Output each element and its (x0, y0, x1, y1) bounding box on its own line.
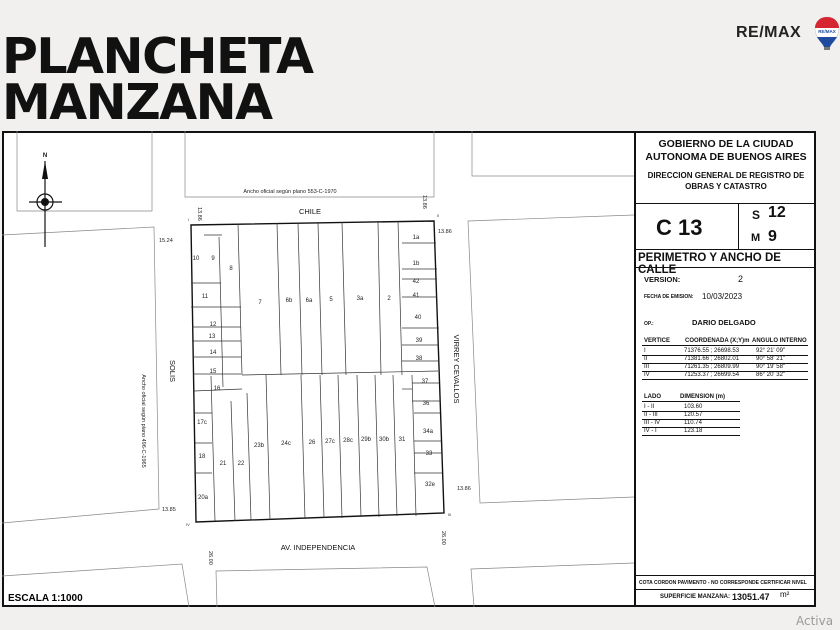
lado-cell: I - II (644, 404, 655, 410)
parcel-label: 37 (421, 379, 429, 385)
scale-label: ESCALA 1:1000 (8, 593, 83, 604)
cadastral-info-panel (634, 131, 816, 607)
brand-logo-text: RE/MAX (736, 24, 802, 41)
cota-note: COTA CORDON PAVIMENTO - NO CORRESPONDE CERTIFICAR NIVEL (639, 580, 807, 586)
parcel-label: 6a (305, 298, 313, 304)
parcel-label: 1b (412, 261, 420, 267)
table-rule (642, 379, 808, 380)
divider (636, 575, 816, 576)
street-name-right: VIRREY CEVALLOS (452, 334, 461, 404)
parcel-label: 15 (209, 369, 217, 375)
north-label: N (42, 153, 48, 159)
dimension-labels (140, 189, 471, 565)
width-label: 13.86 (196, 207, 202, 221)
parcel-label: 40 (414, 315, 422, 321)
version-label: VERSION: (644, 275, 681, 284)
street-name-top: CHILE (298, 207, 322, 216)
seccion-value: 12 (768, 204, 786, 221)
parcel-label: 6b (285, 298, 293, 304)
parcel-label: 33 (425, 451, 433, 457)
table-rule (642, 345, 808, 346)
gob-line: AUTONOMA DE BUENOS AIRES (645, 151, 807, 163)
vertex-cell: IV (644, 372, 650, 378)
parcel-label: 23b (253, 443, 265, 449)
dir-line: DIRECCION GENERAL DE REGISTRO DE (647, 171, 805, 180)
parcel-label: 2 (387, 296, 391, 302)
government-heading (636, 138, 816, 164)
parcel-label: 28c (343, 438, 353, 444)
divider (636, 203, 816, 204)
parcel-label: 39 (415, 338, 423, 344)
coord-header: COORDENADA (X;Y)m (685, 338, 750, 344)
parcel-label: 5 (329, 297, 333, 303)
gob-line: GOBIERNO DE LA CIUDAD (658, 138, 794, 150)
angle-cell: 92° 21' 09" (756, 348, 786, 354)
vertex-cell: II (644, 356, 648, 362)
surrounding-blocks (2, 131, 634, 607)
angle-cell: 90° 19' 58" (756, 364, 786, 370)
parcel-label: 9 (211, 256, 215, 262)
page-title-line1: PLANCHETA (2, 28, 313, 85)
version-value: 2 (738, 274, 744, 284)
circunscripcion-value: C 13 (656, 215, 703, 240)
street-name-bottom: AV. INDEPENDENCIA (280, 543, 356, 552)
superficie-label: SUPERFICIE MANZANA: (660, 594, 730, 600)
dimension-cell: 110.74 (684, 420, 702, 426)
table-rule (642, 401, 740, 402)
dimension-cell: 123.18 (684, 428, 703, 434)
balloon-logo-icon (814, 16, 840, 52)
angle-cell: 86° 20' 32" (756, 372, 786, 378)
width-label: 13.85 (162, 507, 176, 513)
parcel-label: 32e (424, 482, 436, 488)
lado-cell: II - III (644, 412, 658, 418)
width-label: 26.00 (207, 551, 213, 565)
manzana-label: M (751, 232, 761, 244)
street-name-left: SOLIS (168, 359, 177, 383)
vert-header: VERTICE (644, 338, 671, 344)
dimension-header: DIMENSION (m) (680, 394, 725, 400)
op-label: OP.: (644, 321, 654, 327)
parcel-label: 31 (398, 437, 406, 443)
parcel-label: 16 (213, 386, 221, 392)
fecha-label: FECHA DE EMISION: (644, 294, 694, 300)
vertex-label: III (448, 512, 452, 517)
dimension-cell: 120.57 (684, 412, 703, 418)
left-width-note: Ancho oficial según plano 496-C-1965 (140, 374, 146, 468)
lado-header: LADO (644, 394, 661, 400)
parcel-label: 3a (356, 296, 364, 302)
vertex-cell: III (644, 364, 650, 370)
parcel-label: 12 (209, 322, 217, 328)
north-arrow-icon (29, 153, 62, 247)
parcel-label: 18 (198, 454, 206, 460)
angle-header: ANGULO INTERNO (752, 338, 807, 344)
lado-cell: IV - I (644, 428, 657, 434)
parcel-label: 29b (360, 437, 372, 443)
parcel-label: 22 (237, 461, 245, 467)
parcel-label: 42 (412, 279, 420, 285)
table-rule (642, 435, 740, 436)
parcel-label: 30b (378, 437, 390, 443)
op-value: DARIO DELGADO (692, 318, 756, 327)
top-width-note: Ancho oficial según plano 553-C-1970 (243, 189, 337, 195)
coord-cell: 71381.66 ; 26802.01 (684, 356, 740, 362)
section-title: PERIMETRO Y ANCHO DE CALLE (638, 252, 781, 276)
parcel-label: 17c (197, 420, 207, 426)
vertex-label: I (188, 217, 190, 222)
coord-cell: 71261.35 ; 26809.99 (684, 364, 740, 370)
seccion-label: S (752, 208, 761, 222)
balloon-text: RE/MAX (818, 29, 836, 34)
parcel-label: 1a (412, 235, 420, 241)
parcel-label: 26 (308, 440, 316, 446)
parcel-label: 24c (281, 441, 291, 447)
parcel-label: 21 (219, 461, 227, 467)
divider (636, 267, 816, 268)
parcel-label: 27c (325, 439, 335, 445)
parcel-label: 38 (415, 356, 423, 362)
block-plan-map (2, 131, 634, 607)
parcel-label: 20a (197, 495, 209, 501)
parcel-label: 8 (229, 266, 233, 272)
parcel-label: 10 (192, 256, 200, 262)
parcel-label: 11 (201, 294, 209, 300)
divider (636, 249, 816, 250)
angle-cell: 90° 58' 21" (756, 356, 786, 362)
parcel-label: 14 (209, 350, 217, 356)
width-label: 13.86 (457, 486, 471, 492)
dir-line: OBRAS Y CATASTRO (685, 181, 767, 191)
parcel-label: 36 (422, 401, 430, 407)
coord-cell: 71253.37 ; 26699.54 (684, 372, 740, 378)
lado-cell: III - IV (644, 420, 661, 426)
direction-heading (636, 171, 816, 192)
width-label: 26.00 (440, 531, 446, 545)
activation-watermark: Activa (796, 614, 834, 628)
parcel-label: 13 (208, 334, 216, 340)
dimension-cell: 103.60 (684, 404, 703, 410)
vertex-label: II (437, 213, 440, 218)
width-label: 15.24 (159, 238, 173, 244)
parcel-label: 41 (412, 293, 420, 299)
coord-cell: 71376.55 ; 26698.53 (684, 348, 740, 354)
superficie-unit: m² (780, 590, 790, 599)
vertex-cell: I (644, 348, 646, 354)
parcel-label: 34a (422, 429, 434, 435)
page-title-line2: MANZANA (2, 74, 272, 131)
width-label: 13.86 (438, 229, 452, 235)
fecha-value: 10/03/2023 (702, 292, 743, 301)
width-label: 13.86 (421, 195, 427, 209)
vertex-label: IV (186, 522, 190, 527)
manzana-value: 9 (768, 228, 777, 245)
parcel-label: 7 (258, 300, 262, 306)
divider (738, 203, 739, 249)
superficie-value: 13051.47 (732, 592, 770, 602)
